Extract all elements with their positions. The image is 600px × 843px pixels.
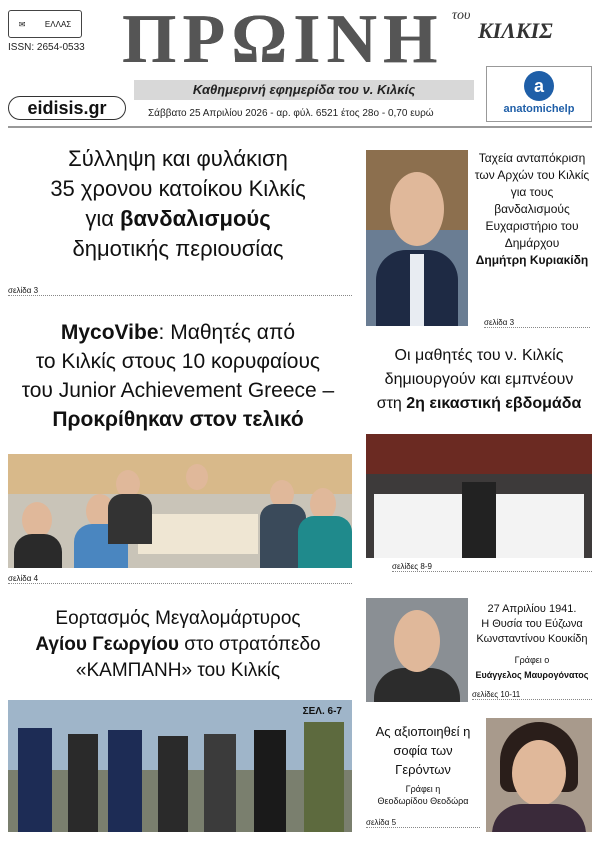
art-week-text: στη — [376, 395, 407, 412]
celebration-bold: Αγίου Γεωργίου — [35, 634, 179, 655]
mycovibe-page-ref: σελίδα 4 — [8, 574, 352, 584]
celebration-line: Εορτασμός Μεγαλομάρτυρος — [55, 608, 301, 629]
issn: ISSN: 2654-0533 — [8, 42, 85, 53]
anatomichelp-ad[interactable] — [486, 66, 592, 122]
stamp-icon: ✉ — [18, 19, 26, 29]
celebration-text: στο στρατόπεδο — [178, 634, 321, 655]
lead-line: δημοτικής περιουσίας — [72, 236, 284, 261]
art-week-bold: 2η εικαστική εβδομάδα — [406, 395, 582, 412]
students-photo — [8, 454, 352, 568]
art-week-page-ref: σελίδες 8-9 — [392, 562, 592, 572]
celebration-line — [8, 632, 348, 658]
author-photo-mavrogonatos — [366, 598, 468, 702]
mycovibe-bold: MycoVibe — [60, 321, 159, 344]
celebration-photo-label: ΣΕΛ. 6-7 — [302, 706, 342, 717]
celebration-photo[interactable] — [8, 700, 352, 832]
mayor-name: Δημήτρη Κυριακίδη — [475, 253, 589, 267]
mayor-text: Ταχεία ανταπόκριση των Αρχών του Κιλκίς για τους βανδαλισμούς Ευχαριστήριο του Δημάρχου — [474, 151, 590, 250]
history-caption[interactable] — [472, 602, 592, 683]
mycovibe-line: το Κιλκίς στους 10 κορυφαίους — [35, 350, 321, 373]
lead-line — [8, 204, 348, 234]
elders-author: Θεοδωρίδου Θεοδώρα — [377, 796, 469, 806]
anatomichelp-logo-icon: a — [524, 71, 554, 101]
art-week-line — [366, 392, 592, 416]
mayor-photo — [366, 150, 468, 326]
celebration-line: «ΚΑΜΠΑΝΗ» του Κιλκίς — [75, 660, 281, 681]
history-line: 27 Απριλίου 1941. — [487, 603, 577, 615]
mayor-page-ref: σελίδα 3 — [484, 318, 590, 328]
celebration-headline[interactable] — [8, 606, 348, 684]
elders-caption[interactable] — [366, 722, 480, 807]
history-line: Η Θυσία του Εύζωνα Κωνσταντίνου Κουκίδη — [476, 618, 588, 645]
art-week-line: Οι μαθητές του ν. Κιλκίς — [394, 347, 564, 364]
lead-line: Σύλληψη και φυλάκιση — [68, 146, 288, 171]
lead-bold: βανδαλισμούς — [120, 206, 271, 231]
mycovibe-bold: Προκρίθηκαν στον τελικό — [52, 408, 304, 431]
mycovibe-text: : Μαθητές από — [158, 321, 296, 344]
elders-page-ref: σελίδα 5 — [366, 818, 480, 828]
stamp-text: ΕΛΛΑΣ — [44, 19, 72, 29]
mayor-caption[interactable] — [472, 150, 592, 269]
history-page-ref: σελίδες 10-11 — [472, 690, 592, 700]
lead-line: 35 χρονου κατοίκου Κιλκίς — [50, 176, 306, 201]
choir-photo — [366, 434, 592, 558]
newspaper-subtitle: Καθημερινή εφημερίδα του ν. Κιλκίς — [134, 80, 474, 100]
newspaper-title: ΠΡΩΙΝΗ — [122, 1, 444, 78]
elders-text: Ας αξιοποιηθεί η σοφία των Γερόντων — [375, 724, 471, 777]
mycovibe-headline[interactable] — [8, 318, 348, 434]
header-divider — [8, 126, 592, 128]
ad-name: anatomichelp — [503, 103, 575, 115]
lead-headline[interactable] — [8, 144, 348, 264]
history-author: Ευάγγελος Μαυρογόνατος — [475, 670, 589, 680]
lead-text: για — [85, 206, 121, 231]
elders-byline: Γράφει η — [405, 784, 441, 794]
dateline: Σάββατο 25 Απριλίου 2026 - αρ. φύλ. 6521 έτος 28ο - 0,70 ευρώ — [148, 108, 434, 119]
title-tou: του — [452, 8, 471, 23]
author-photo-theodoridou — [486, 718, 592, 832]
mycovibe-line: του Junior Achievement Greece – — [21, 379, 335, 402]
history-byline: Γράφει ο — [514, 655, 550, 665]
title-place: ΚΙΛΚΙΣ — [478, 18, 553, 43]
lead-page-ref: σελίδα 3 — [8, 286, 352, 296]
postal-stamp — [8, 10, 82, 38]
mycovibe-line — [8, 318, 348, 347]
art-week-headline[interactable] — [366, 344, 592, 416]
website-link[interactable]: eidisis.gr — [8, 96, 126, 120]
art-week-line: δημιουργούν και εμπνέουν — [384, 371, 574, 388]
